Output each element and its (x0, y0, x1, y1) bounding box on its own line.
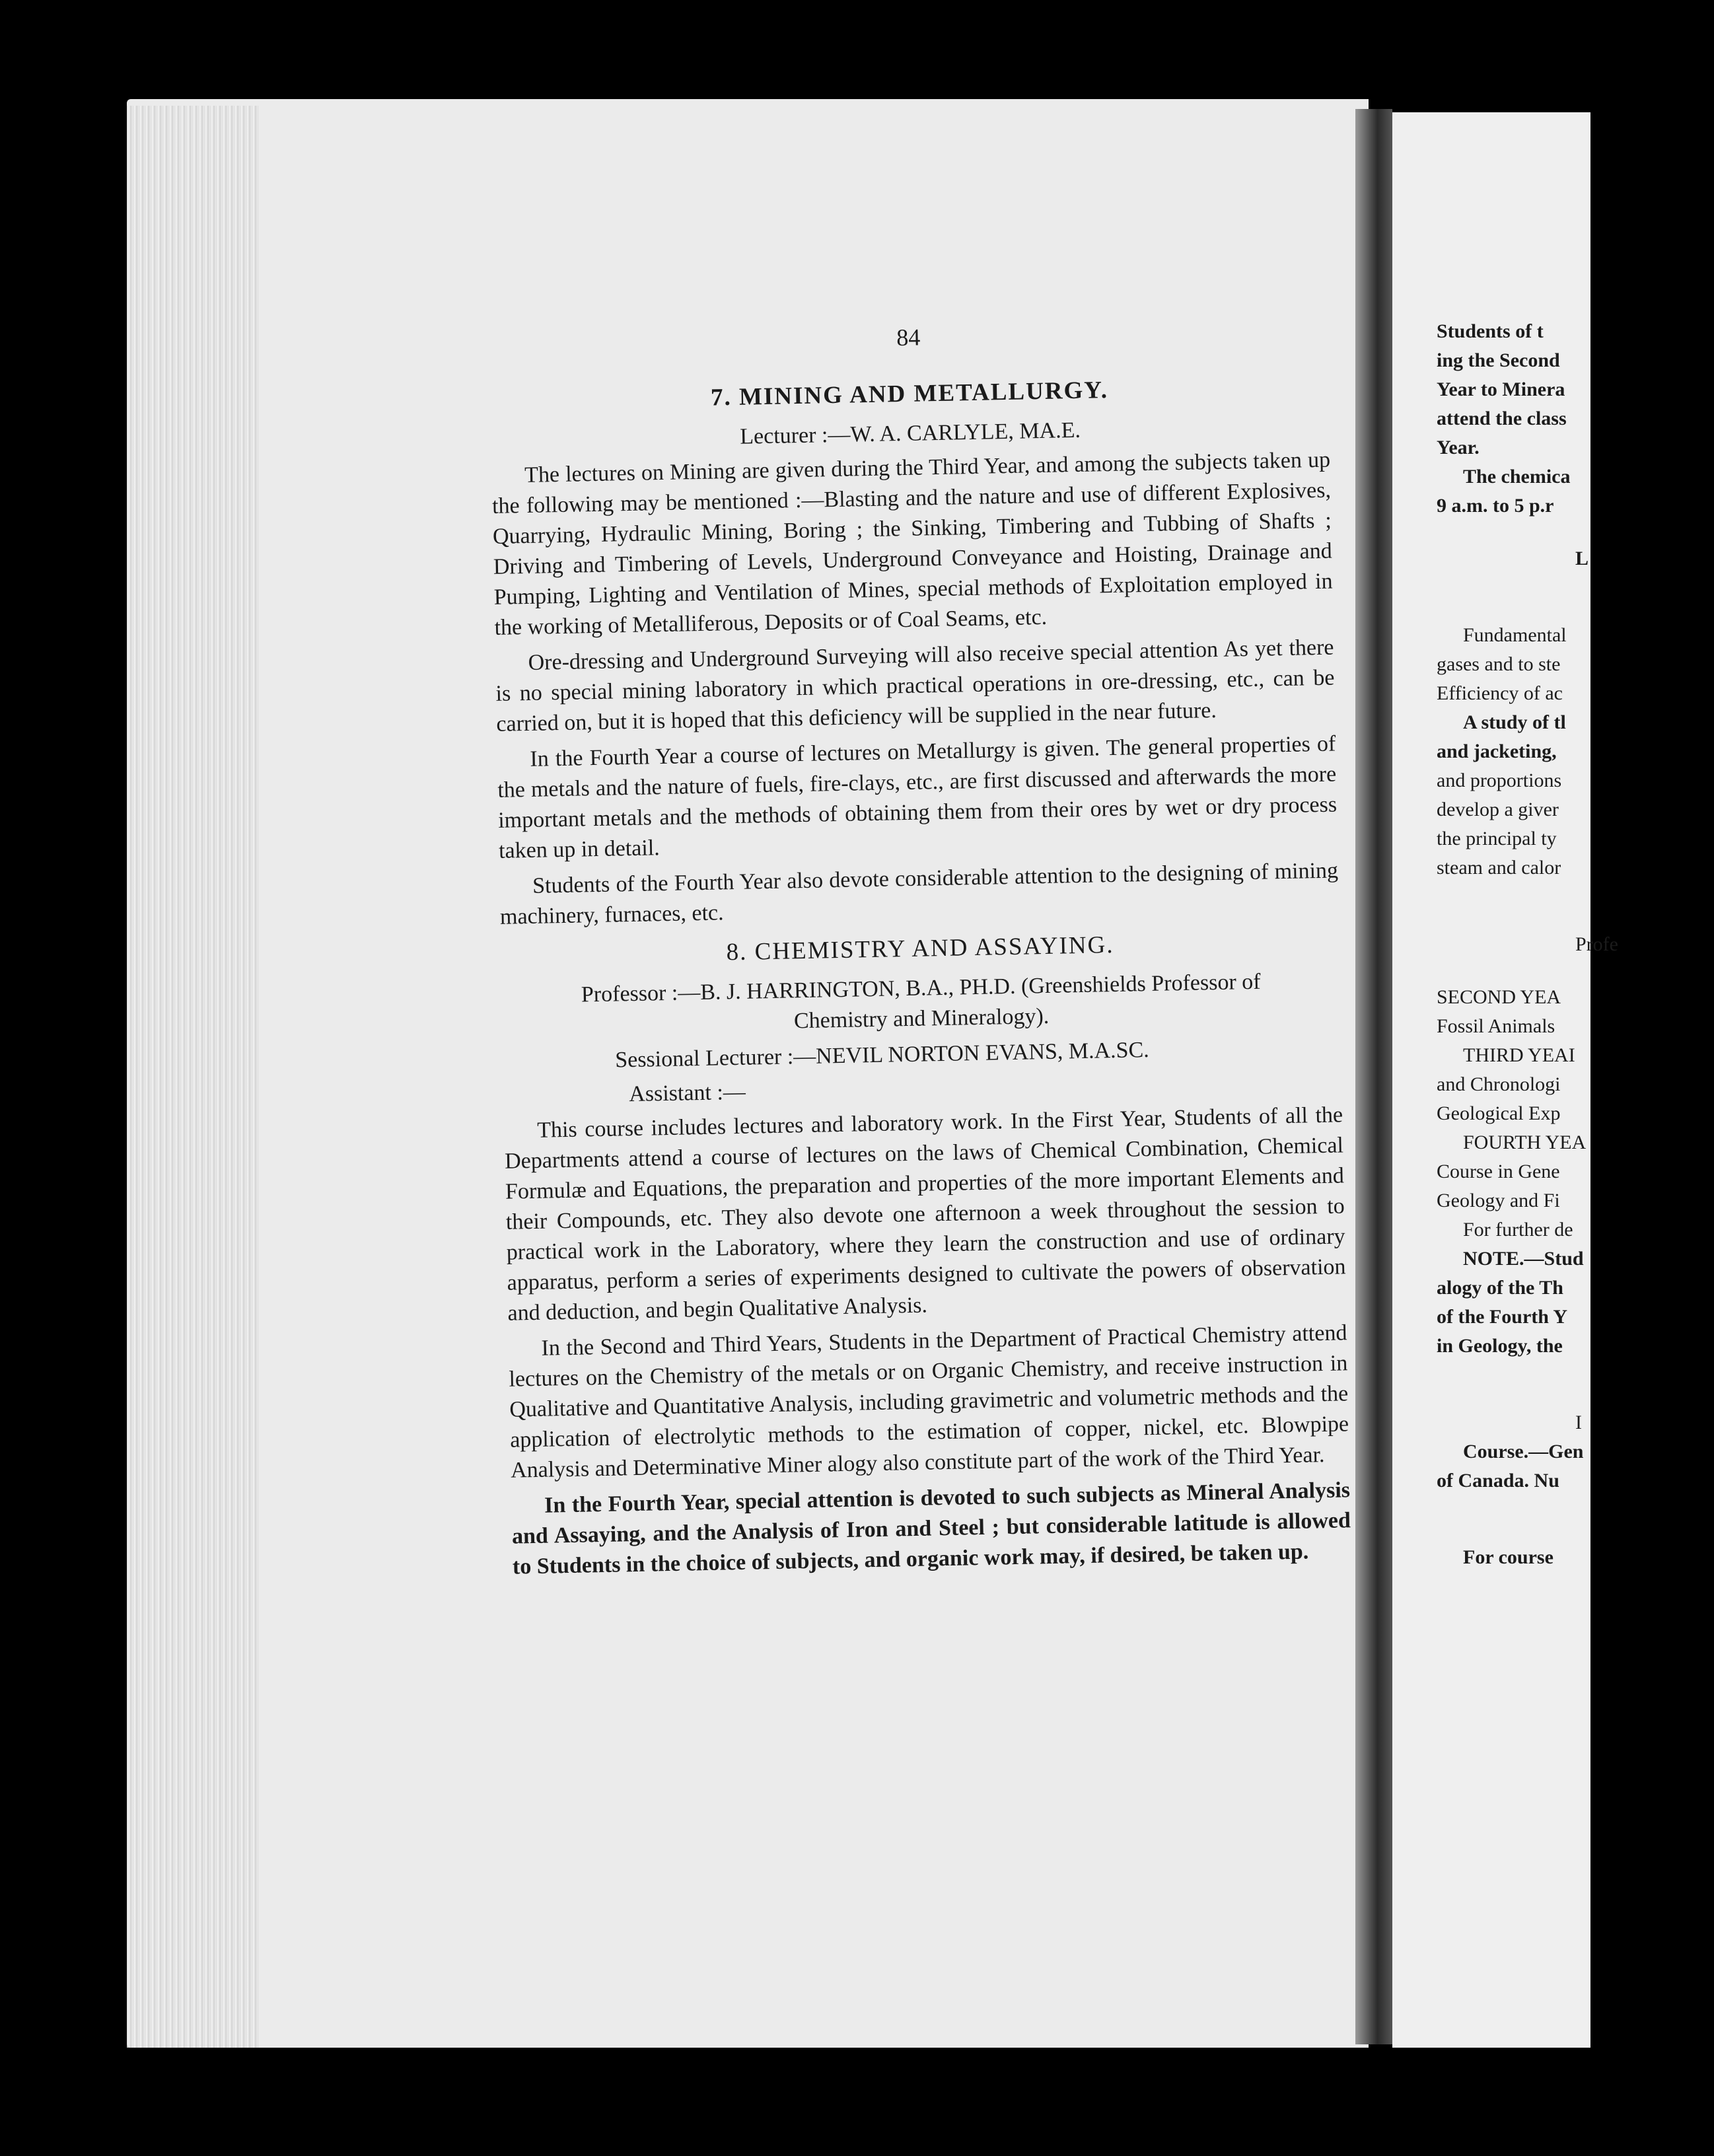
book-gutter (1355, 109, 1392, 2044)
right-line: attend the class (1437, 408, 1567, 429)
right-line: in Geology, the (1437, 1335, 1563, 1357)
right-line (1437, 1519, 1714, 1543)
right-line: SECOND YEA (1437, 986, 1561, 1008)
right-line: Year to Minera (1437, 378, 1565, 400)
mining-lecturer: Lecturer :—W. A. CARLYLE, MA.E. (739, 417, 1081, 449)
sessional-lecturer: Sessional Lecturer :—NEVIL NORTON EVANS, M.A.SC. (614, 1038, 1150, 1073)
mining-paragraph-1: The lectures on Mining are given during the Third Year, and among the subjects taken up the following may be mentioned :—Blasting and the nature and use of different Explosives, Quarrying, Hydraulic Mining, Boring ; the Sinking, Timbering and Tubbing of Shafts ; Driving and Timbering of Levels, Underground Conveyance and Hoisting, Drainage and Pumping, Lighting and Ventilation of Mines, special methods of Exploitation employed in the working of Metalliferous, Deposits or of Coal Seams, etc. (491, 447, 1333, 640)
page-number: 84 (896, 324, 921, 351)
right-page-text (1437, 317, 1714, 1572)
mining-paragraph-3: In the Fourth Year a course of lectures on Metallurgy is given. The general properties of the metals and the nature of fuels, fire-clays, etc., are first discussed and afterwards the more important metals and the methods of obtaining them from their ores by wet or dry process taken up in detail. (497, 731, 1338, 863)
right-line (1437, 1384, 1714, 1408)
right-line: For course (1463, 1546, 1553, 1568)
right-line: For further de (1463, 1219, 1573, 1240)
professor-line-2: Chemistry and Mineralogy). (793, 1003, 1050, 1034)
chemistry-heading: 8. CHEMISTRY AND ASSAYING. (726, 931, 1114, 966)
right-line: Fossil Animals (1437, 1015, 1555, 1037)
right-line: THIRD YEAI (1463, 1044, 1575, 1066)
mining-paragraph-4: Students of the Fourth Year also devote considerable attention to the designing of mining machinery, furnaces, etc. (499, 858, 1339, 929)
right-line: 9 a.m. to 5 p.r (1437, 495, 1554, 517)
right-line: FOURTH YEA (1463, 1132, 1587, 1153)
right-line: and Chronologi (1437, 1073, 1561, 1095)
right-line (1437, 882, 1714, 906)
right-line: Students of t (1437, 320, 1544, 342)
right-line: Course in Gene (1437, 1161, 1560, 1182)
right-line: Fundamental (1463, 624, 1567, 646)
right-line (1437, 521, 1714, 544)
chemistry-paragraph-3: In the Fourth Year, special attention is devoted to such subjects as Mineral Analysis and Assaying, and the Analysis of Iron and Steel ; but considerable latitude is allowed to Students in the choice of subjects, and organic work may, if desired, be taken up. (511, 1478, 1351, 1579)
chemistry-paragraph-1: This course includes lectures and laboratory work. In the First Year, Students of all the Departments attend a course of lectures on the laws of Chemical Combination, Chemical Formulæ and Equations, the preparation and properties of the more important Elements and their Compounds, etc. They also devote one afternoon a week throughout the session to practical work in the Laboratory, where they learn the construction and use of ordinary apparatus, perform a series of experiments designed to cultivate the powers of observation and deduction, and begin Qualitative Analysis. (504, 1102, 1346, 1326)
left-page-text (489, 314, 1351, 1588)
right-line: of Canada. Nu (1437, 1470, 1559, 1491)
right-line (1437, 597, 1714, 621)
professor-line-1: Professor :—B. J. HARRINGTON, B.A., PH.D. (Greenshields Professor of (581, 969, 1261, 1007)
chemistry-professor (501, 965, 1341, 1042)
right-line: of the Fourth Y (1437, 1306, 1568, 1328)
chemistry-paragraph-2: In the Second and Third Years, Students in the Department of Practical Chemistry attend lectures on the Chemistry of the metals or on Organic Chemistry, and receive instruction in Qualitative and Quantitative Analysis, including gravimetric and volumetric methods and the application of electrolytic methods to the estimation of copper, nickel, etc. Blowpipe Analysis and Determinative Miner alogy also constitute part of the work of the Third Year. (509, 1320, 1349, 1483)
right-line: alogy of the Th (1437, 1277, 1563, 1299)
right-line: L (1575, 548, 1589, 569)
right-line: Efficiency of ac (1437, 682, 1563, 704)
right-line: The chemica (1463, 466, 1571, 487)
right-line: NOTE.—Stud (1463, 1248, 1584, 1270)
right-line (1437, 959, 1714, 983)
mining-heading: 7. MINING AND METALLURGY. (710, 377, 1109, 412)
right-line: develop a giver (1437, 799, 1559, 820)
right-line: Geological Exp (1437, 1102, 1561, 1124)
right-line: Profe (1575, 933, 1618, 955)
right-line: gases and to ste (1437, 653, 1561, 675)
right-line (1437, 906, 1714, 930)
right-line (1437, 1361, 1714, 1384)
right-line: Geology and Fi (1437, 1190, 1560, 1211)
right-line: and jacketing, (1437, 740, 1557, 762)
right-line: Year. (1437, 437, 1480, 458)
right-line: steam and calor (1437, 857, 1561, 879)
right-line: the principal ty (1437, 828, 1557, 849)
page-edges (127, 106, 259, 2048)
right-line: Course.—Gen (1463, 1441, 1584, 1462)
right-line: and proportions (1437, 770, 1562, 791)
right-line (1437, 1495, 1714, 1519)
right-line (1437, 573, 1714, 597)
right-line: A study of tl (1463, 711, 1566, 733)
mining-paragraph-2: Ore-dressing and Underground Surveying will also receive special attention As yet there is no special mining laboratory in which practical operations in ore-dressing, etc., can be carried on, but it is hoped that this deficiency will be supplied in the near future. (495, 635, 1335, 737)
assistant-line: Assistant :— (628, 1079, 746, 1107)
right-line: I (1575, 1412, 1582, 1433)
right-line: ing the Second (1437, 349, 1560, 371)
